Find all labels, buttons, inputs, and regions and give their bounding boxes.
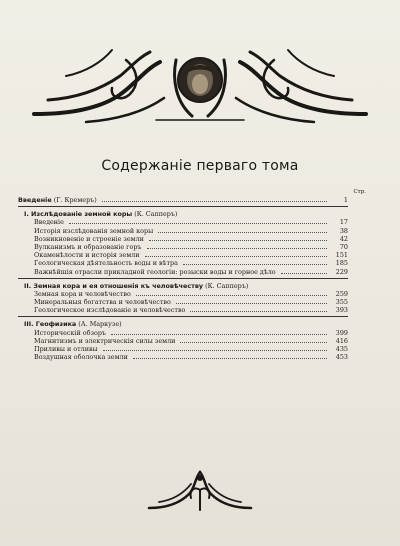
toc-entry: Окаменѣлости и исторія земли 151 [34,251,348,260]
toc-entry: Минеральныя богатства и человѣчество 355 [34,298,348,307]
toc-intro-page: 1 [343,196,348,204]
toc-intro-label: Введеніе [18,196,52,204]
toc-entry: Воздушная оболочка земли 453 [34,353,348,362]
toc-section-heading: II. Земная кора и ея отношенія къ человѣчеству (К. Сапперъ) [24,281,249,290]
toc-intro-row [18,196,348,204]
footer-ornament-icon [145,468,255,514]
toc-entry: Геологическое изслѣдованіе и человѣчество 393 [34,306,348,315]
toc-section-heading: III. Геофизика (А. Маркузе) [24,320,122,329]
toc-entry: Земная кора и человѣчество 259 [34,289,348,298]
toc-entry: Геологическая дѣятельность воды и вѣтра 185 [34,259,348,268]
toc-entry: Исторія изслѣдованія земной коры 38 [34,226,348,235]
divider [18,206,348,207]
divider [18,316,348,317]
toc-entry: Историческій обзоръ 399 [34,328,348,337]
toc-intro-author: (Г. Кремеръ) [53,196,97,204]
page-title: Содержаніе перваго тома [101,158,299,174]
toc-entry: Возникновеніе и строеніе земли 42 [34,234,348,243]
page-column-label: Стр. [353,189,366,195]
header-ornament-icon [26,40,374,130]
toc-entry: Важнѣйшія отрасли прикладной геологіи: розыски воды и горное дѣло 229 [34,267,348,276]
toc-entry: Вулканизмъ и образованіе горъ 70 [34,242,348,251]
divider [18,278,348,279]
toc-section-heading: I. Изслѣдованіе земной коры (К. Сапперъ) [24,210,178,219]
toc-entry: Магнитизмъ и электрическія силы земли 416 [34,336,348,345]
table-of-contents [18,189,366,362]
toc-entry: Приливы и отливы 435 [34,345,348,353]
toc-entry: Введеніе 17 [34,218,348,227]
